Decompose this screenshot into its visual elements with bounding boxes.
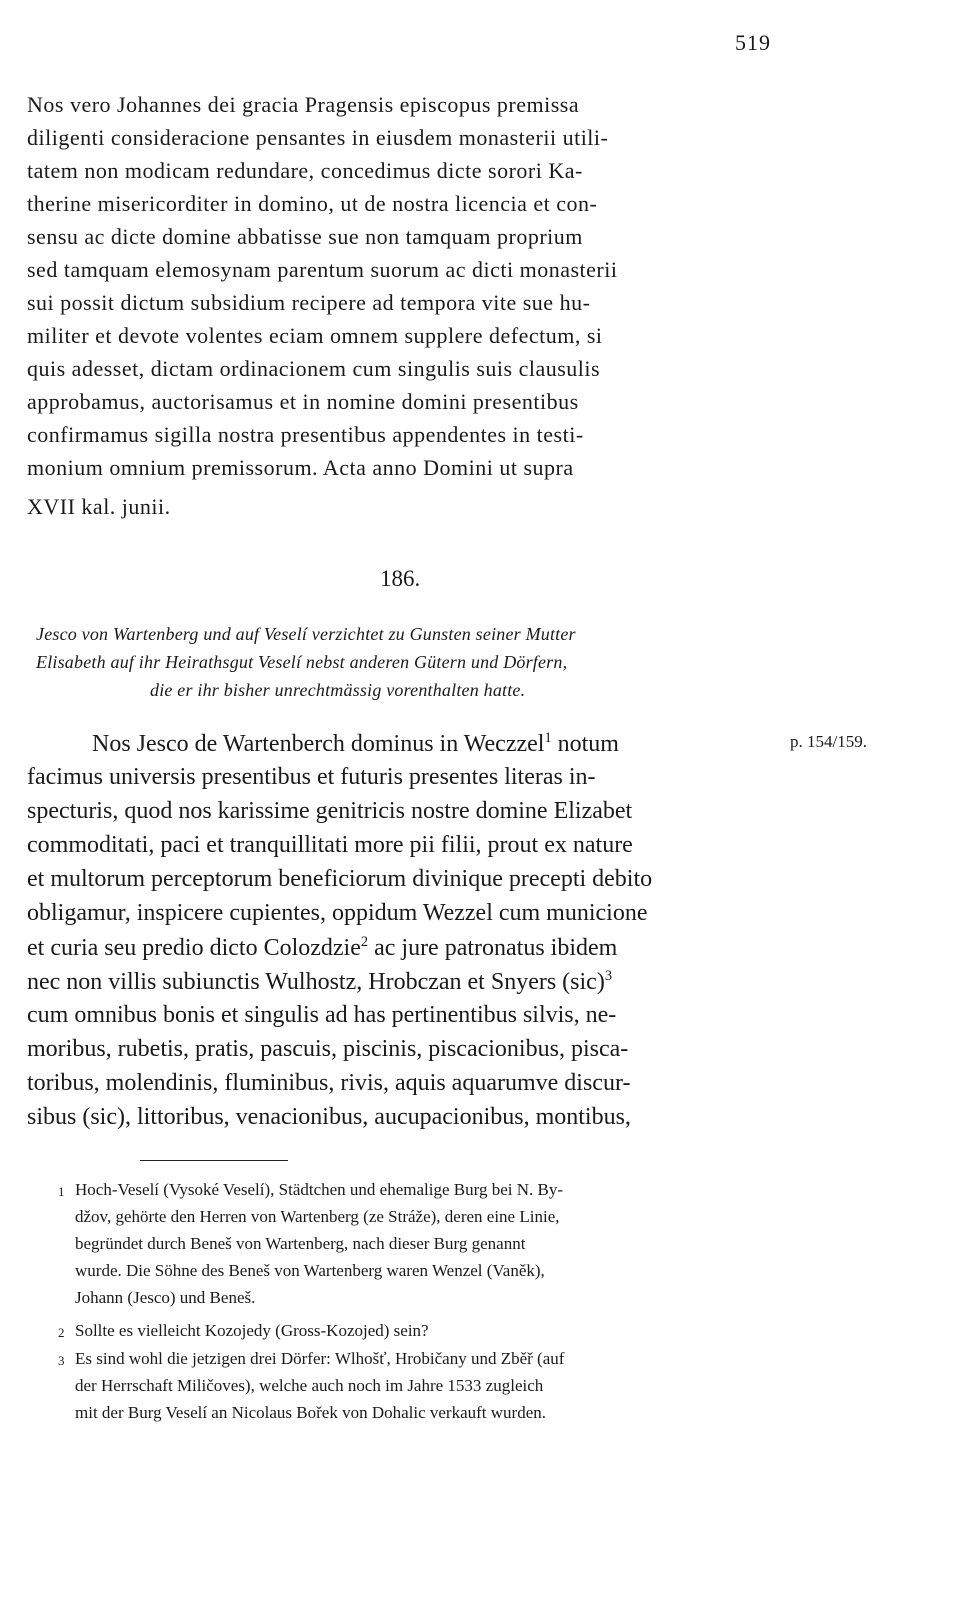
footnote-ref: 3 bbox=[604, 968, 613, 984]
text-line: quis adesset, dictam ordinacionem cum singulis suis clausulis bbox=[27, 356, 601, 381]
text-line: commoditati, paci et tranquillitati more pii filii, prout ex nature bbox=[27, 832, 633, 858]
footnote-separator bbox=[140, 1160, 288, 1161]
text-line: tatem non modicam redundare, concedimus dicte sorori Ka- bbox=[27, 158, 583, 183]
regest-line: Jesco von Wartenberg und auf Veselí verzichtet zu Gunsten seiner Mutter bbox=[36, 624, 576, 644]
text-line: approbamus, auctorisamus et in nomine domini presentibus bbox=[27, 389, 579, 414]
text-line: XVII kal. junii. bbox=[27, 494, 171, 519]
text-line: toribus, molendinis, fluminibus, rivis, aquis aquarumve discur- bbox=[27, 1070, 631, 1096]
footnote-marker: 2 bbox=[58, 1325, 65, 1340]
footnote-ref: 1 bbox=[544, 730, 552, 746]
margin-reference: p. 154/159. bbox=[790, 732, 867, 751]
text-line: facimus universis presentibus et futuris presentes literas in- bbox=[27, 764, 596, 790]
text-line: et multorum perceptorum beneficiorum divinique precepti debito bbox=[27, 866, 653, 892]
footnote-line: Hoch-Veselí (Vysoké Veselí), Städtchen und ehemalige Burg bei N. By- bbox=[75, 1180, 564, 1199]
regest-line: die er ihr bisher unrechtmässig vorenthalten hatte. bbox=[150, 680, 526, 700]
footnote-line: Es sind wohl die jetzigen drei Dörfer: Wlhošť, Hrobičany und Zběř (auf bbox=[75, 1349, 565, 1368]
footnote-marker: 1 bbox=[58, 1184, 65, 1199]
page-number: 519 bbox=[735, 30, 771, 55]
text-line: confirmamus sigilla nostra presentibus appendentes in testi- bbox=[27, 422, 584, 447]
text-line: therine misericorditer in domino, ut de nostra licencia et con- bbox=[27, 191, 598, 216]
section-number: 186. bbox=[380, 566, 421, 591]
text-line: sed tamquam elemosynam parentum suorum ac dicti monasterii bbox=[27, 257, 618, 282]
text-line: obligamur, inspicere cupientes, oppidum Wezzel cum municione bbox=[27, 900, 648, 926]
footnote-marker: 3 bbox=[58, 1353, 65, 1368]
text-line: cum omnibus bonis et singulis ad has pertinentibus silvis, ne- bbox=[27, 1002, 617, 1028]
text-line: Nos Jesco de Wartenberch dominus in Weczzel$^1$ notum bbox=[92, 730, 619, 757]
text-line: nec non villis subiunctis Wulhostz, Hrobczan et Snyers (sic)$^3$ bbox=[27, 968, 613, 995]
text-line: sensu ac dicte domine abbatisse sue non tamquam proprium bbox=[27, 224, 583, 249]
text-line: et curia seu predio dicto Colozdzie$^2$ ac jure patronatus ibidem bbox=[27, 934, 618, 961]
footnote-line: begründet durch Beneš von Wartenberg, nach dieser Burg genannt bbox=[75, 1234, 526, 1253]
text-line: sui possit dictum subsidium recipere ad tempora vite sue hu- bbox=[27, 290, 591, 315]
text-line: specturis, quod nos karissime genitricis nostre domine Elizabet bbox=[27, 798, 633, 824]
text-line: monium omnium premissorum. Acta anno Domini ut supra bbox=[27, 455, 574, 480]
footnote-line: džov, gehörte den Herren von Wartenberg (ze Stráže), deren eine Linie, bbox=[75, 1207, 560, 1226]
footnote-ref: 2 bbox=[360, 934, 369, 950]
text-line: moribus, rubetis, pratis, pascuis, piscinis, piscacionibus, pisca- bbox=[27, 1036, 629, 1062]
text-line: militer et devote volentes eciam omnem supplere defectum, si bbox=[27, 323, 603, 348]
footnote-line: wurde. Die Söhne des Beneš von Wartenberg waren Wenzel (Vaněk), bbox=[75, 1261, 545, 1280]
text-line: Nos vero Johannes dei gracia Pragensis episcopus premissa bbox=[27, 92, 580, 117]
footnote-line: Sollte es vielleicht Kozojedy (Gross-Kozojed) sein? bbox=[75, 1321, 429, 1340]
text-line: sibus (sic), littoribus, venacionibus, aucupacionibus, montibus, bbox=[27, 1104, 631, 1130]
footnote-line: mit der Burg Veselí an Nicolaus Bořek von Dohalic verkauft wurden. bbox=[75, 1403, 547, 1422]
footnote-line: Johann (Jesco) und Beneš. bbox=[75, 1288, 256, 1307]
footnote-line: der Herrschaft Miličoves), welche auch noch im Jahre 1533 zugleich bbox=[75, 1376, 544, 1395]
regest-line: Elisabeth auf ihr Heirathsgut Veselí nebst anderen Gütern und Dörfern, bbox=[36, 652, 568, 672]
text-line: diligenti consideracione pensantes in eiusdem monasterii utili- bbox=[27, 125, 609, 150]
